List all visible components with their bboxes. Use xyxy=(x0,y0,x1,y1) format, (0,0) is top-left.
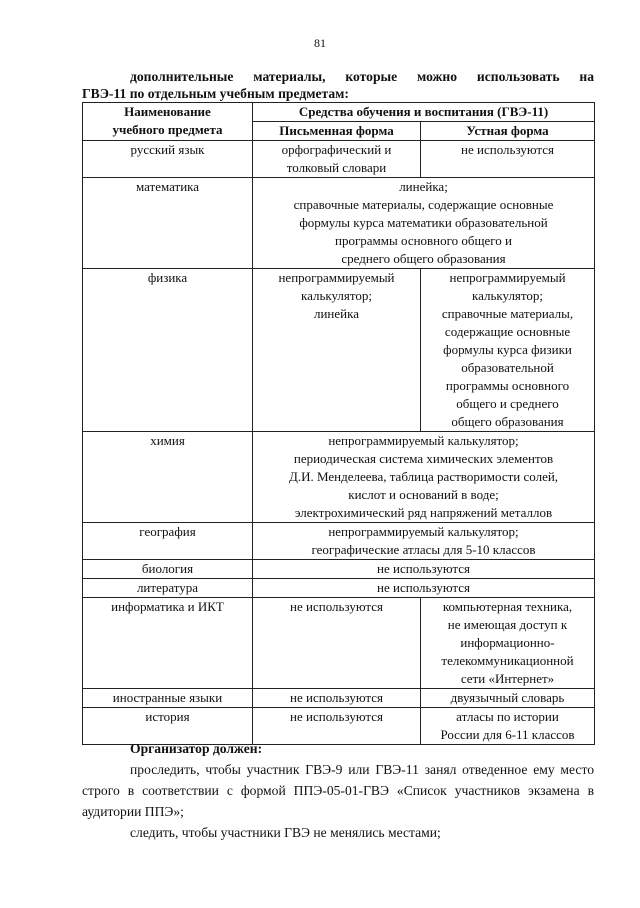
cell-line: не используются xyxy=(290,709,383,724)
cell-line: формулы курса математики образовательной xyxy=(299,215,548,230)
cell-line: образовательной xyxy=(461,360,554,375)
subject-cell: литература xyxy=(83,579,253,598)
table-row xyxy=(83,432,595,523)
subject-cell: математика xyxy=(83,178,253,269)
cell-line: сети «Интернет» xyxy=(460,671,555,686)
cell-line: линейка; xyxy=(399,179,448,194)
cell-line: справочные материалы, содержащие основные xyxy=(293,197,554,212)
intro-line-1: дополнительные материалы, которые можно использовать на xyxy=(130,69,594,84)
subject-cell: русский язык xyxy=(83,141,253,178)
cell-line: электрохимический ряд напряжений металлов xyxy=(294,505,553,520)
means-cell xyxy=(253,579,595,598)
header-oral: Устная форма xyxy=(421,122,595,141)
cell-line: непрограммируемый калькулятор; xyxy=(328,433,519,448)
header-subject-line-2: учебного предмета xyxy=(112,122,223,137)
organizer-section xyxy=(82,738,594,843)
cell-line: атласы по истории xyxy=(456,709,559,724)
cell-line: не имеющая доступ к xyxy=(447,617,568,632)
written-cell xyxy=(253,141,421,178)
cell-line: телекоммуникационной xyxy=(441,653,574,668)
written-cell xyxy=(253,269,421,432)
cell-line: не используются xyxy=(290,690,383,705)
oral-cell xyxy=(421,269,595,432)
table-row xyxy=(83,598,595,689)
cell-line: компьютерная техника, xyxy=(442,599,573,614)
subject-cell: химия xyxy=(83,432,253,523)
subjects-table xyxy=(82,102,595,745)
cell-line: не используются xyxy=(290,599,383,614)
oral-cell xyxy=(421,141,595,178)
organizer-heading: Организатор должен: xyxy=(130,741,263,756)
cell-line: кислот и оснований в воде; xyxy=(348,487,499,502)
cell-line: программы основного общего и xyxy=(335,233,513,248)
cell-line: калькулятор; xyxy=(471,288,544,303)
organizer-paragraph-1: проследить, чтобы участник ГВЭ-9 или ГВЭ-11 занял отведенное ему место строго в соответствии с формой ППЭ-05-01-ГВЭ «Список участников экзамена в аудитории ППЭ»; xyxy=(82,762,594,819)
cell-line: не используются xyxy=(461,142,554,157)
cell-line: справочные материалы, xyxy=(441,306,574,321)
cell-line: линейка xyxy=(313,306,360,321)
table-row xyxy=(83,141,595,178)
cell-line: орфографический и xyxy=(281,142,392,157)
table-row xyxy=(83,560,595,579)
cell-line: Д.И. Менделеева, таблица растворимости солей, xyxy=(288,469,559,484)
table-row xyxy=(83,523,595,560)
subject-cell: физика xyxy=(83,269,253,432)
subject-cell: география xyxy=(83,523,253,560)
means-cell xyxy=(253,560,595,579)
table-header-row xyxy=(83,103,595,122)
header-means: Средства обучения и воспитания (ГВЭ-11) xyxy=(253,103,595,122)
cell-line: калькулятор; xyxy=(300,288,373,303)
written-cell xyxy=(253,598,421,689)
cell-line: непрограммируемый xyxy=(278,270,395,285)
page-number: 81 xyxy=(314,36,326,50)
cell-line: программы основного xyxy=(445,378,570,393)
subject-cell: биология xyxy=(83,560,253,579)
cell-line: общего образования xyxy=(451,414,564,429)
table-row xyxy=(83,689,595,708)
means-cell xyxy=(253,432,595,523)
table-row xyxy=(83,178,595,269)
cell-line: толковый словари xyxy=(286,160,387,175)
table-row xyxy=(83,269,595,432)
cell-line: содержащие основные xyxy=(444,324,571,339)
header-subject xyxy=(83,103,253,141)
cell-line: непрограммируемый калькулятор; xyxy=(328,524,519,539)
cell-line: не используются xyxy=(377,561,470,576)
header-subject-line-1: Наименование xyxy=(124,104,211,119)
cell-line: среднего общего образования xyxy=(341,251,506,266)
means-cell xyxy=(253,523,595,560)
table-row xyxy=(83,579,595,598)
organizer-paragraph-2: следить, чтобы участники ГВЭ не менялись местами; xyxy=(130,825,441,840)
oral-cell xyxy=(421,689,595,708)
cell-line: периодическая система химических элементов xyxy=(293,451,554,466)
cell-line: не используются xyxy=(377,580,470,595)
means-cell xyxy=(253,178,595,269)
subject-cell: иностранные языки xyxy=(83,689,253,708)
intro-paragraph xyxy=(82,68,594,102)
header-written: Письменная форма xyxy=(253,122,421,141)
cell-line: общего и среднего xyxy=(456,396,559,411)
cell-line: географические атласы для 5-10 классов xyxy=(311,542,536,557)
oral-cell xyxy=(421,598,595,689)
cell-line: формулы курса физики xyxy=(443,342,572,357)
cell-line: информационно- xyxy=(460,635,555,650)
subject-cell: история xyxy=(83,708,253,745)
intro-line-2: ГВЭ-11 по отдельным учебным предметам: xyxy=(82,86,349,101)
cell-line: России для 6-11 классов xyxy=(440,727,575,742)
written-cell xyxy=(253,689,421,708)
subject-cell: информатика и ИКТ xyxy=(83,598,253,689)
cell-line: двуязычный словарь xyxy=(450,690,565,705)
cell-line: непрограммируемый xyxy=(449,270,566,285)
